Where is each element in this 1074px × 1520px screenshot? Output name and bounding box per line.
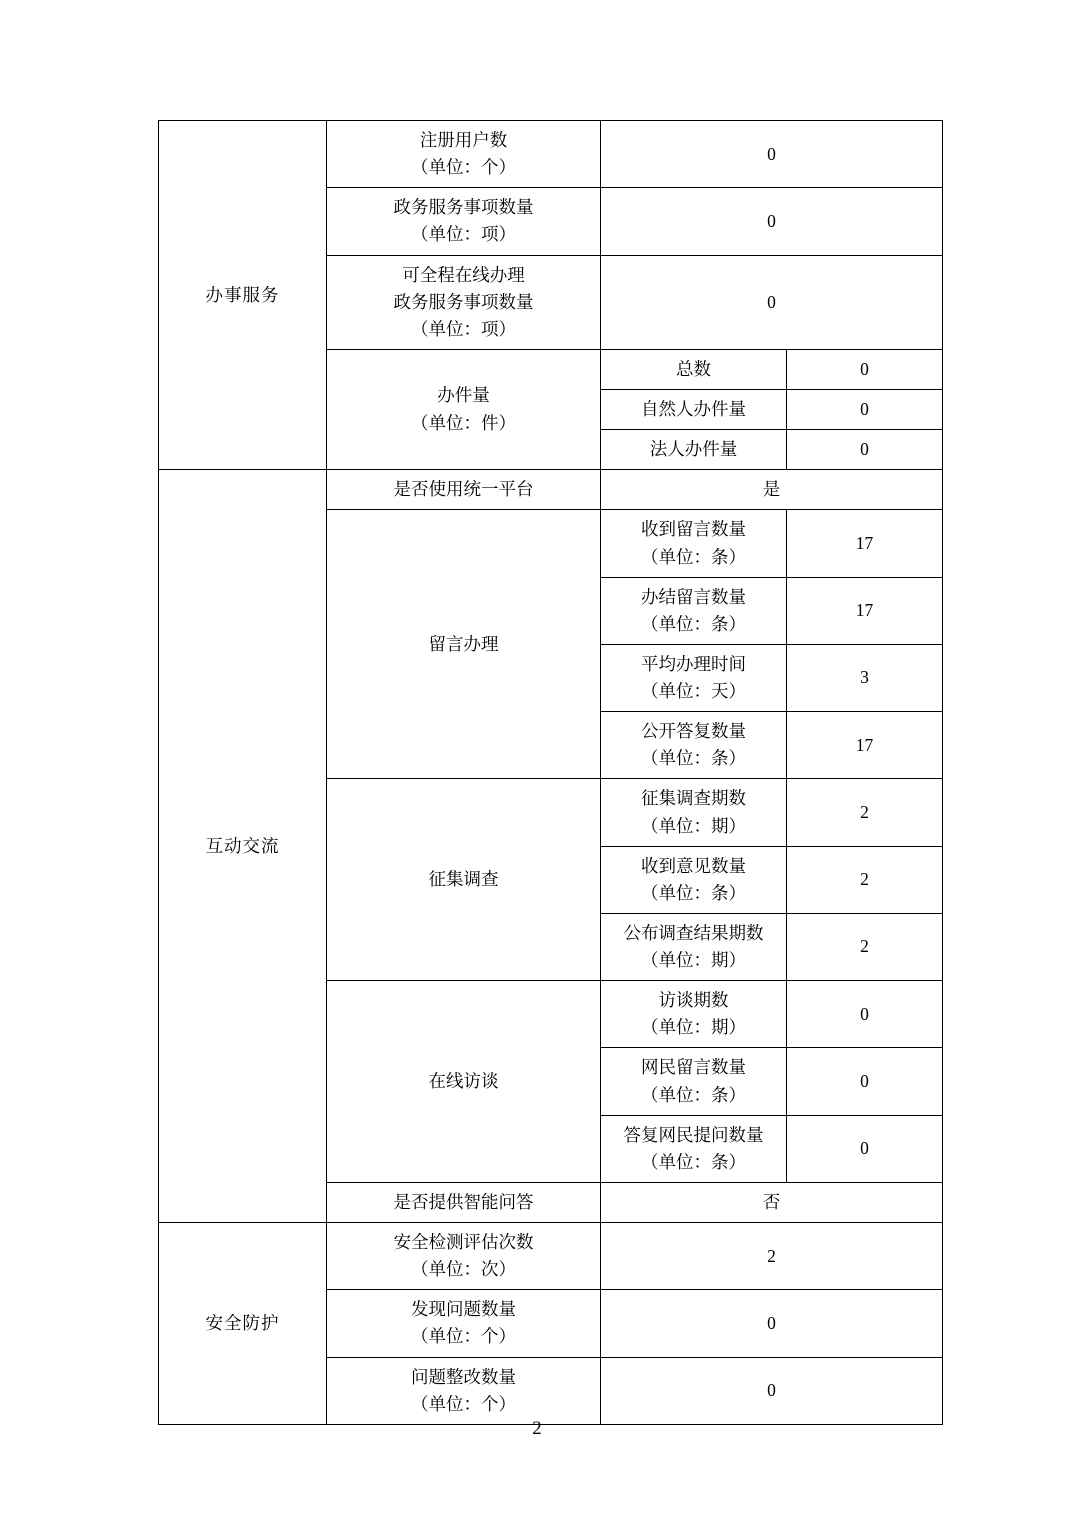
sub-metric-value-messages-received: 17 bbox=[787, 510, 943, 577]
page-number: 2 bbox=[532, 1418, 542, 1439]
table-row bbox=[159, 470, 943, 510]
sub-metric-label-natural-person: 自然人办件量 bbox=[601, 390, 787, 430]
sub-metric-label-line1: 答复网民提问数量 bbox=[623, 1124, 764, 1145]
sub-metric-value-netizen-replies: 0 bbox=[787, 1115, 943, 1182]
sub-metric-label-total: 总数 bbox=[601, 349, 787, 389]
metric-label-unified-platform: 是否使用统一平台 bbox=[327, 470, 601, 510]
metric-label-issues-found bbox=[327, 1290, 601, 1357]
metric-label-registered-users bbox=[327, 121, 601, 188]
metric-label-line1: 问题整改数量 bbox=[411, 1366, 516, 1387]
sub-metric-label-messages-received bbox=[601, 510, 787, 577]
sub-metric-label-survey-count bbox=[601, 779, 787, 846]
sub-metric-label-line1: 征集调查期数 bbox=[641, 788, 746, 809]
sub-metric-label-line2: （单位：期） bbox=[641, 950, 746, 970]
metric-label-line1: 可全程在线办理 bbox=[402, 264, 525, 285]
sub-metric-value-netizen-messages: 0 bbox=[787, 1048, 943, 1115]
sub-metric-label-line1: 访谈期数 bbox=[658, 990, 729, 1011]
sub-metric-label-average-time bbox=[601, 644, 787, 711]
sub-metric-label-line2: （单位：条） bbox=[641, 1151, 746, 1172]
sub-metric-value-interview-count: 0 bbox=[787, 981, 943, 1048]
sub-metric-label-line1: 公布调查结果期数 bbox=[623, 922, 764, 943]
sub-metric-label-messages-completed bbox=[601, 577, 787, 644]
metric-label-line2: （单位：件） bbox=[411, 412, 516, 433]
sub-metric-label-line1: 平均办理时间 bbox=[641, 653, 746, 674]
sub-metric-label-line2: （单位：期） bbox=[641, 815, 746, 836]
category-cell-anquanfanghu: 安全防护 bbox=[159, 1223, 327, 1425]
metric-label-line2: （单位：个） bbox=[411, 157, 516, 178]
sub-metric-label-line1: 办结留言数量 bbox=[641, 586, 746, 607]
sub-metric-label-line2: （单位：条） bbox=[641, 546, 746, 567]
metric-label-service-items bbox=[327, 188, 601, 255]
sub-metric-label-line1: 公开答复数量 bbox=[641, 721, 746, 742]
sub-metric-label-line2: （单位：条） bbox=[641, 748, 746, 769]
report-table-container bbox=[158, 120, 942, 1425]
metric-value-smart-qa: 否 bbox=[601, 1182, 943, 1222]
sub-metric-label-line1: 收到意见数量 bbox=[641, 855, 746, 876]
sub-metric-value-results-published: 2 bbox=[787, 913, 943, 980]
metric-value-online-service-items: 0 bbox=[601, 255, 943, 349]
sub-metric-label-results-published bbox=[601, 913, 787, 980]
metric-label-smart-qa: 是否提供智能问答 bbox=[327, 1182, 601, 1222]
metric-label-line2: （单位：个） bbox=[411, 1326, 516, 1347]
metric-label-issues-fixed bbox=[327, 1357, 601, 1424]
metric-label-online-interview: 在线访谈 bbox=[327, 981, 601, 1183]
sub-metric-label-line2: （单位：期） bbox=[641, 1017, 746, 1038]
sub-metric-value-public-replies: 17 bbox=[787, 712, 943, 779]
metric-value-unified-platform: 是 bbox=[601, 470, 943, 510]
metric-label-line1: 发现问题数量 bbox=[411, 1299, 516, 1320]
metric-label-security-assessments bbox=[327, 1223, 601, 1290]
metric-label-survey: 征集调查 bbox=[327, 779, 601, 981]
category-cell-banshifuwu: 办事服务 bbox=[159, 121, 327, 470]
metric-value-issues-fixed: 0 bbox=[601, 1357, 943, 1424]
metric-label-line1: 办件量 bbox=[437, 385, 490, 406]
sub-metric-label-netizen-replies bbox=[601, 1115, 787, 1182]
metric-label-line2: （单位：个） bbox=[411, 1393, 516, 1414]
metric-label-line2: 政务服务事项数量 bbox=[393, 291, 534, 312]
metric-label-line1: 注册用户数 bbox=[419, 130, 508, 150]
sub-metric-label-line1: 收到留言数量 bbox=[641, 519, 746, 540]
table-row bbox=[159, 1223, 943, 1290]
sub-metric-label-opinions-received bbox=[601, 846, 787, 913]
metric-label-handled-cases bbox=[327, 349, 601, 469]
sub-metric-value-average-time: 3 bbox=[787, 644, 943, 711]
sub-metric-value-messages-completed: 17 bbox=[787, 577, 943, 644]
sub-metric-label-line2: （单位：条） bbox=[641, 613, 746, 634]
metric-label-line2: （单位：次） bbox=[411, 1259, 516, 1280]
metric-label-line1: 安全检测评估次数 bbox=[393, 1232, 534, 1252]
sub-metric-label-public-replies bbox=[601, 712, 787, 779]
sub-metric-value-total: 0 bbox=[787, 349, 943, 389]
sub-metric-label-line2: （单位：条） bbox=[641, 1084, 746, 1105]
sub-metric-label-legal-person: 法人办件量 bbox=[601, 430, 787, 470]
metric-value-security-assessments: 2 bbox=[601, 1223, 943, 1290]
sub-metric-label-line2: （单位：天） bbox=[641, 681, 746, 701]
sub-metric-value-opinions-received: 2 bbox=[787, 846, 943, 913]
metric-label-message-handling: 留言办理 bbox=[327, 510, 601, 779]
sub-metric-label-netizen-messages bbox=[601, 1048, 787, 1115]
sub-metric-value-survey-count: 2 bbox=[787, 779, 943, 846]
metric-value-service-items: 0 bbox=[601, 188, 943, 255]
government-website-report-table bbox=[158, 120, 943, 1425]
sub-metric-value-legal-person: 0 bbox=[787, 430, 943, 470]
metric-value-issues-found: 0 bbox=[601, 1290, 943, 1357]
sub-metric-label-line1: 网民留言数量 bbox=[641, 1057, 746, 1078]
metric-label-line2: （单位：项） bbox=[411, 224, 516, 245]
metric-label-online-service-items bbox=[327, 255, 601, 349]
metric-label-line1: 政务服务事项数量 bbox=[393, 197, 534, 218]
table-row bbox=[159, 121, 943, 188]
category-cell-hudongjiaoliu: 互动交流 bbox=[159, 470, 327, 1223]
metric-label-line3: （单位：项） bbox=[411, 318, 516, 339]
sub-metric-label-interview-count bbox=[601, 981, 787, 1048]
sub-metric-label-line2: （单位：条） bbox=[641, 882, 746, 903]
sub-metric-value-natural-person: 0 bbox=[787, 390, 943, 430]
metric-value-registered-users: 0 bbox=[601, 121, 943, 188]
